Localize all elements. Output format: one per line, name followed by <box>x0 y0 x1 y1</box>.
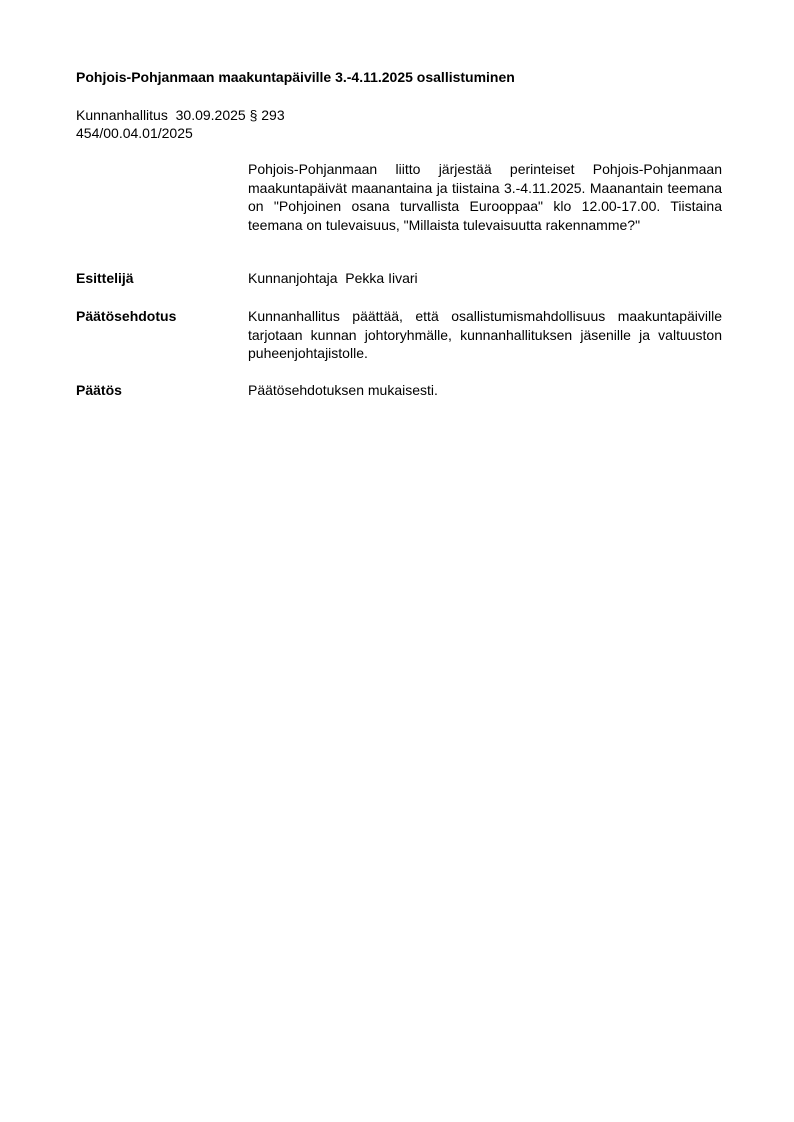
case-number: 454/00.04.01/2025 <box>76 125 193 141</box>
section-label-paatos: Päätös <box>76 382 122 398</box>
intro-paragraph: Pohjois-Pohjanmaan liitto järjestää perinteiset Pohjois-Pohjanmaan maakuntapäivät maanantaina ja tiistaina 3.-4.11.2025. Maanantain teemana on "Pohjoinen osana turvallista Eurooppaa" klo 12.00-17.00. Tiistaina teemana on tulevaisuus, "Millaista tulevaisuutta rakennamme?" <box>248 161 722 233</box>
meeting-meta <box>76 106 285 142</box>
section-label-esittelija: Esittelijä <box>76 270 134 286</box>
meeting-line: Kunnanhallitus 30.09.2025 § 293 <box>76 107 285 123</box>
section-value-paatosehdotus: Kunnanhallitus päättää, että osallistumismahdollisuus maakuntapäiville tarjotaan kunnan johtoryhmälle, kunnanhallituksen jäsenille ja valtuuston puheenjohtajistolle. <box>248 308 722 361</box>
section-label-paatosehdotus: Päätösehdotus <box>76 308 177 324</box>
section-value-esittelija: Kunnanjohtaja Pekka Iivari <box>248 270 418 286</box>
document-title: Pohjois-Pohjanmaan maakuntapäiville 3.-4.11.2025 osallistuminen <box>76 69 515 85</box>
section-value-paatos: Päätösehdotuksen mukaisesti. <box>248 382 438 398</box>
